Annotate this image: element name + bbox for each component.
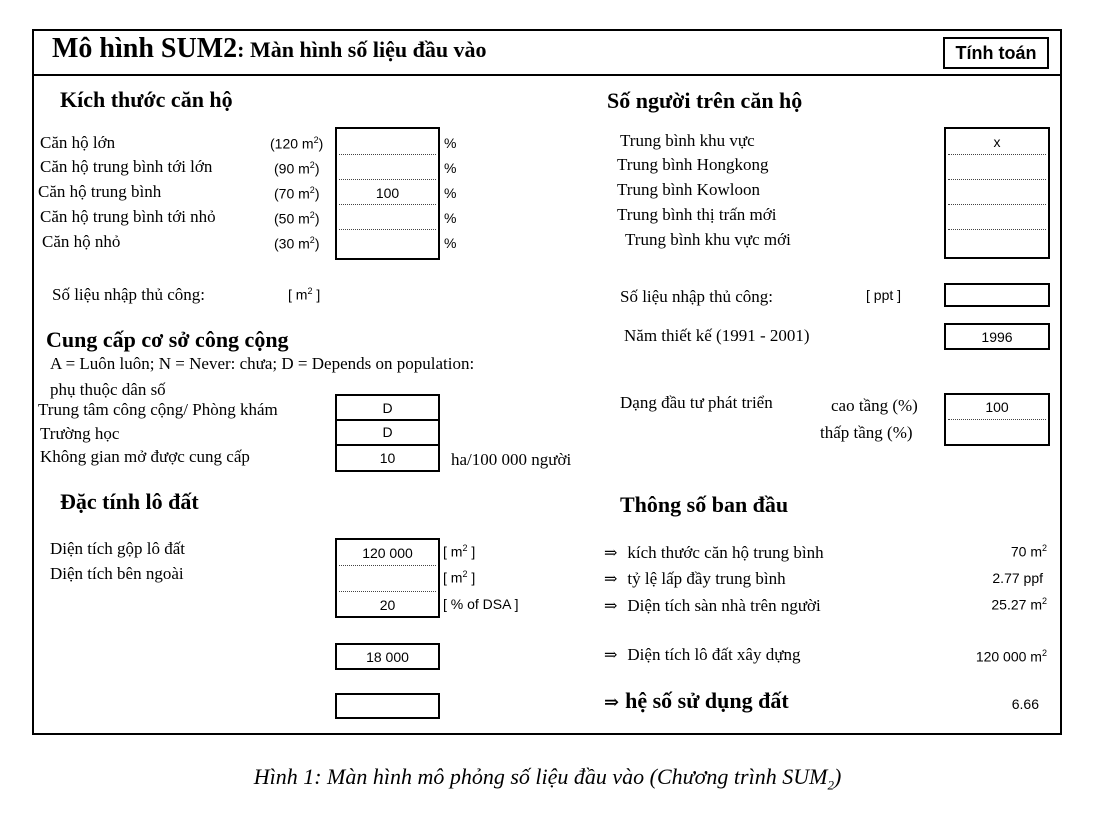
persons-label-area: Trung bình khu vực: [620, 131, 755, 150]
persons-label-new-town: Trung bình thị trấn mới: [617, 205, 777, 224]
manual-area-unit: [ $m^2$ ]: [288, 286, 321, 303]
calculate-button-label: Tính toán: [955, 43, 1037, 63]
param-label-floor-per-person: Diện tích sàn nhà trên người: [627, 596, 821, 615]
site-heading: Đặc tính lô đất: [60, 489, 199, 514]
param-value-occupancy: 2.77 ppf: [992, 570, 1043, 586]
param-row-site-area: [604, 645, 800, 665]
design-year-value: 1996: [981, 329, 1013, 345]
outside-percent-input[interactable]: 20: [379, 597, 396, 613]
high-rise-label: cao tầng (%): [831, 396, 918, 415]
low-rise-label: thấp tầng (%): [820, 423, 913, 442]
initial-params-heading: Thông số ban đầu: [620, 492, 789, 517]
net-site-result-box: [335, 643, 440, 670]
apartment-size-heading: Kích thước căn hộ: [60, 87, 233, 112]
persons-label-kowloon: Trung bình Kowloon: [617, 180, 760, 199]
apartment-label-small: Căn hộ nhỏ: [42, 232, 121, 251]
gross-site-area-input[interactable]: 120 000: [362, 545, 413, 561]
manual-area-label: Số liệu nhập thủ công:: [52, 285, 205, 304]
percent-unit-medium-large: %: [444, 160, 457, 176]
facilities-heading: Cung cấp cơ sở công cộng: [46, 327, 289, 352]
design-year-label: Năm thiết kế (1991 - 2001): [624, 326, 810, 345]
title-rest: : Màn hình số liệu đầu vào: [237, 37, 487, 62]
arrow-icon: ⇒: [604, 571, 618, 588]
title-main: Mô hình SUM2: [52, 33, 238, 64]
facility-label-community-clinic: Trung tâm công cộng/ Phòng khám: [38, 400, 278, 419]
title-separator: [32, 74, 1062, 76]
window-title: [52, 33, 487, 65]
param-label-occupancy: tỷ lệ lấp đầy trung bình: [627, 569, 786, 588]
calculate-button[interactable]: [943, 37, 1049, 69]
arrow-icon: ⇒: [604, 692, 620, 712]
percent-unit-medium: %: [444, 185, 457, 201]
apartment-mix-inputs: [335, 127, 440, 260]
param-row-occupancy: [604, 569, 786, 589]
outside-area-unit: [ $m^2$ ]: [443, 569, 476, 586]
apartment-size-small: (30 $m^2$): [274, 235, 320, 252]
open-space-unit: ha/100 000 người: [451, 450, 572, 469]
development-inputs: [944, 393, 1050, 446]
param-value-site-area: 120 000 $m^2$: [975, 648, 1047, 665]
param-row-avg-size: [604, 543, 824, 563]
facilities-inputs: [335, 394, 440, 472]
apartment-label-medium-large: Căn hộ trung bình tới lớn: [40, 157, 213, 176]
figure-caption: Hình 1: Màn hình mô phỏng số liệu đầu vào (Chương trình $SUM_2$): [253, 764, 842, 793]
manual-persons-input[interactable]: [944, 283, 1050, 307]
apartment-label-large: Căn hộ lớn: [40, 133, 116, 152]
apartment-size-medium-small: (50 $m^2$): [274, 210, 320, 227]
site-inputs: [335, 538, 440, 618]
persons-heading: Số người trên căn hộ: [607, 88, 803, 113]
apartment-label-medium-small: Căn hộ trung bình tới nhỏ: [40, 207, 216, 226]
manual-persons-unit: [ ppt ]: [866, 287, 902, 303]
high-rise-input[interactable]: 100: [985, 399, 1009, 415]
param-value-avg-size: 70 $m^2$: [1010, 543, 1047, 560]
development-type-label: Dạng đầu tư phát triển: [620, 393, 773, 412]
percent-unit-small: %: [444, 235, 457, 251]
apartment-label-medium: Căn hộ trung bình: [38, 182, 162, 201]
arrow-icon: ⇒: [604, 598, 618, 615]
param-value-far: 6.66: [1011, 696, 1039, 712]
param-label-site-area: Diện tích lô đất xây dựng: [627, 645, 801, 664]
param-label-far: hệ số sử dụng đất: [625, 688, 789, 713]
persons-inputs: [944, 127, 1050, 259]
persons-label-new-area: Trung bình khu vực mới: [625, 230, 791, 249]
gross-site-area-label: Diện tích gộp lô đất: [50, 539, 186, 558]
outside-area-label: Diện tích bên ngoài: [50, 564, 184, 583]
arrow-icon: ⇒: [604, 545, 618, 562]
param-value-floor-per-person: 25.27 $m^2$: [991, 596, 1047, 613]
param-row-floor-per-person: [604, 596, 821, 616]
facility-label-school: Trường học: [40, 424, 120, 443]
net-site-result-value: 18 000: [366, 649, 409, 665]
apartment-size-large: (120 $m^2$): [270, 135, 324, 152]
input-screen-frame: [32, 29, 1062, 735]
param-row-far: [604, 688, 789, 714]
facility-input-school[interactable]: D: [382, 424, 393, 440]
facilities-legend-line-2: phụ thuộc dân số: [50, 380, 166, 399]
param-label-avg-size: kích thước căn hộ trung bình: [627, 543, 824, 562]
apartment-input-medium[interactable]: 100: [375, 185, 400, 201]
percent-unit-large: %: [444, 135, 457, 151]
persons-label-hongkong: Trung bình Hongkong: [617, 155, 769, 174]
percent-unit-medium-small: %: [444, 210, 457, 226]
outside-percent-unit: [ % of DSA ]: [443, 596, 519, 612]
gross-site-area-unit: [ $m^2$ ]: [443, 543, 476, 560]
persons-input-area[interactable]: x: [993, 134, 1001, 150]
manual-persons-label: Số liệu nhập thủ công:: [620, 287, 773, 306]
facilities-legend-line-1: A = Luôn luôn; N = Never: chưa; D = Depends on population:: [50, 354, 475, 373]
facility-input-community-clinic[interactable]: D: [382, 400, 393, 416]
design-year-input[interactable]: [944, 323, 1050, 350]
facility-label-open-space: Không gian mở được cung cấp: [40, 447, 250, 466]
apartment-size-medium-large: (90 $m^2$): [274, 160, 320, 177]
facility-input-open-space[interactable]: 10: [379, 450, 396, 466]
empty-result-box: [335, 693, 440, 719]
apartment-size-medium: (70 $m^2$): [274, 185, 320, 202]
arrow-icon: ⇒: [604, 647, 618, 664]
